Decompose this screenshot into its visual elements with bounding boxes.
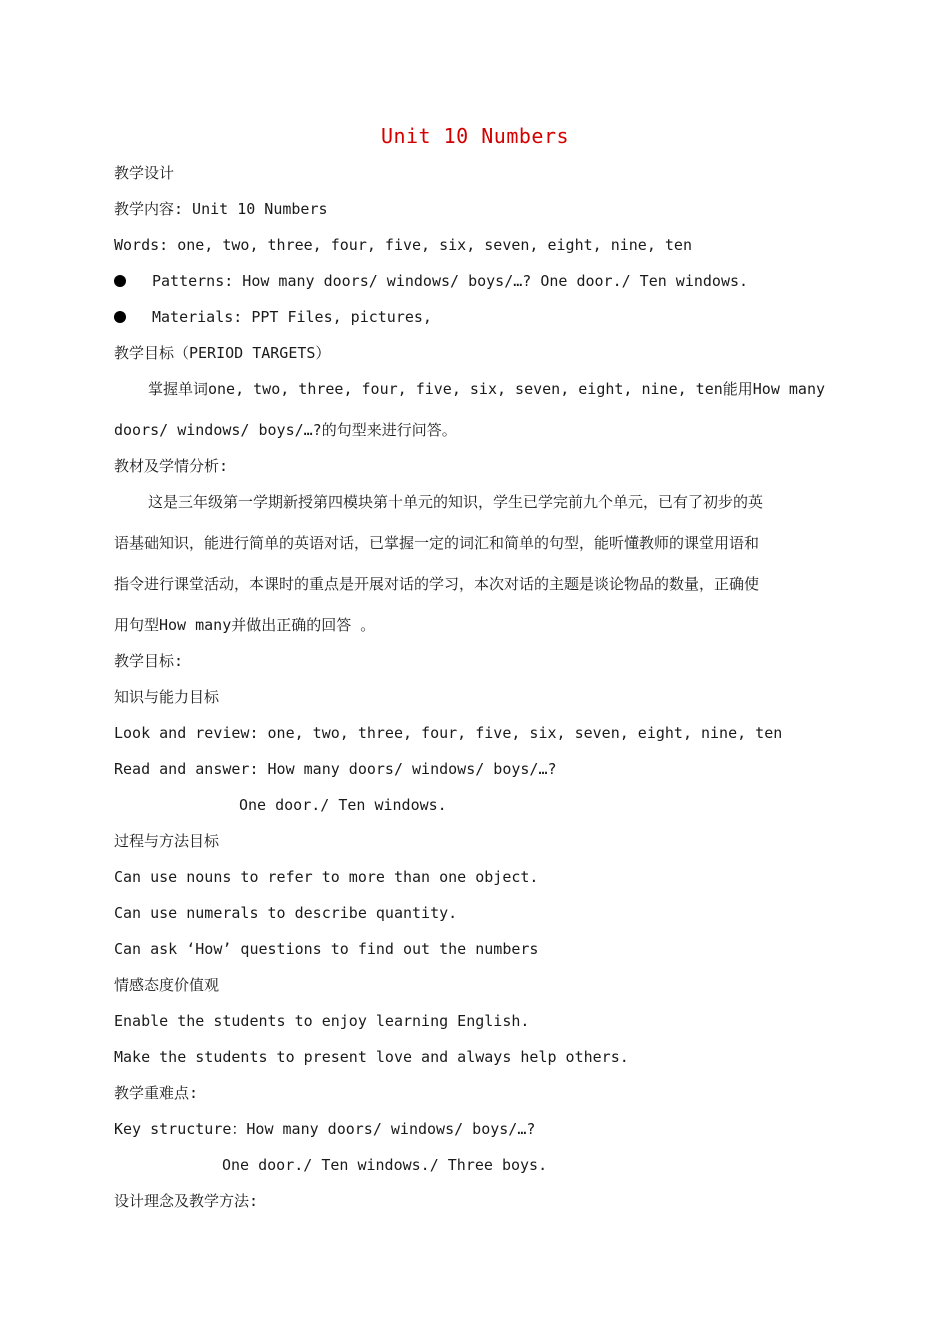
look-and-review-line: Look and review: one, two, three, four, five, six, seven, eight, nine, ten	[114, 724, 783, 742]
read-and-answer-response-line: One door./ Ten windows.	[239, 796, 447, 814]
subheading-knowledge-ability: 知识与能力目标	[114, 688, 220, 706]
key-structure-line: Key structure：How many doors/ windows/ boys/…?	[114, 1120, 536, 1138]
bullet-dot-icon	[114, 275, 126, 287]
section-heading-design-methods: 设计理念及教学方法:	[114, 1192, 259, 1210]
subheading-emotion-values: 情感态度价值观	[114, 976, 220, 994]
section-heading-period-targets: 教学目标（PERIOD TARGETS）	[114, 344, 331, 362]
read-and-answer-line: Read and answer: How many doors/ windows/ boys/…?	[114, 760, 557, 778]
emotion-line-2: Make the students to present love and always help others.	[114, 1048, 629, 1066]
analysis-paragraph-line-3: 指令进行课堂活动，本课时的重点是开展对话的学习，本次对话的主题是谈论物品的数量，正确使	[114, 575, 760, 593]
bullet-patterns	[114, 271, 748, 291]
bullet-patterns-text: Patterns: How many doors/ windows/ boys/…? One door./ Ten windows.	[152, 272, 749, 290]
words-line: Words: one, two, three, four, five, six, seven, eight, nine, ten	[114, 236, 692, 254]
section-heading-objectives: 教学目标:	[114, 652, 184, 670]
subheading-process-method: 过程与方法目标	[114, 832, 220, 850]
emotion-line-1: Enable the students to enjoy learning English.	[114, 1012, 530, 1030]
targets-paragraph-line-1: 掌握单词one, two, three, four, five, six, seven, eight, nine, ten能用How many	[148, 380, 826, 398]
bullet-materials	[114, 307, 432, 327]
bullet-dot-icon	[114, 311, 126, 323]
section-heading-key-points: 教学重难点:	[114, 1084, 199, 1102]
targets-paragraph-line-2: doors/ windows/ boys/…?的句型来进行问答。	[114, 421, 457, 439]
teaching-content-line: 教学内容: Unit 10 Numbers	[114, 200, 328, 218]
analysis-paragraph-line-1: 这是三年级第一学期新授第四模块第十单元的知识，学生已学完前九个单元，已有了初步的英	[148, 493, 764, 511]
analysis-paragraph-line-2: 语基础知识，能进行简单的英语对话，已掌握一定的词汇和简单的句型，能听懂教师的课堂用语和	[114, 534, 760, 552]
process-line-3: Can ask ‘How’ questions to find out the numbers	[114, 940, 539, 958]
key-structure-response-line: One door./ Ten windows./ Three boys.	[222, 1156, 548, 1174]
bullet-materials-text: Materials: PPT Files, pictures,	[152, 308, 432, 326]
analysis-paragraph-line-4: 用句型How many并做出正确的回答 。	[114, 616, 376, 634]
section-heading-teaching-design: 教学设计	[114, 164, 175, 182]
process-line-2: Can use numerals to describe quantity.	[114, 904, 458, 922]
section-heading-analysis: 教材及学情分析:	[114, 457, 229, 475]
process-line-1: Can use nouns to refer to more than one object.	[114, 868, 539, 886]
document-title: Unit 10 Numbers	[380, 124, 570, 148]
